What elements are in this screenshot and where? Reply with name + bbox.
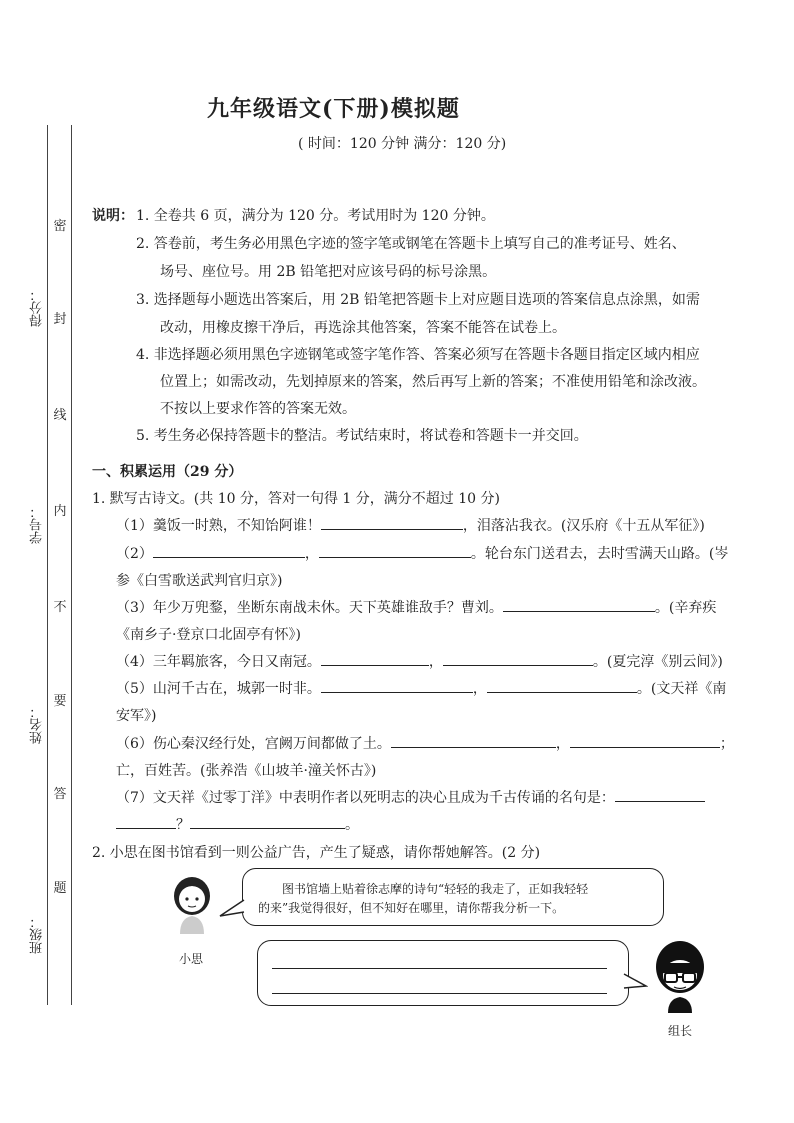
binding-line-right [71, 125, 72, 1005]
answer-speech-bubble [257, 940, 629, 1006]
answer-blank[interactable] [153, 543, 305, 558]
answer-blank[interactable] [319, 543, 471, 558]
question-1-stem: 1. 默写古诗文。(共 10 分，答对一句得 1 分，满分不超过 10 分) [92, 491, 500, 507]
question-1-item: （7）文天祥《过零丁洋》中表明作者以死明志的决心且成为千古传诵的名句是： [116, 787, 705, 807]
answer-blank[interactable] [570, 733, 720, 748]
boy-caption: 组长 [668, 1024, 693, 1038]
answer-line[interactable] [272, 993, 607, 994]
answer-blank[interactable] [321, 651, 429, 666]
question-1-item-cont: 安军》) [116, 708, 157, 724]
instruction-line: 1. 全卷共 6 页，满分为 120 分。考试用时为 120 分钟。 [136, 208, 495, 224]
answer-blank[interactable] [615, 787, 705, 802]
instruction-line: 位置上；如需改动，先划掉原来的答案，然后再写上新的答案；不准使用铅笔和涂改液。 [160, 374, 706, 390]
seal-char-da: 答 [52, 783, 68, 802]
seal-char-feng: 封 [52, 308, 68, 327]
question-2-stem: 2. 小思在图书馆看到一则公益广告，产生了疑惑，请你帮她解答。(2 分) [92, 845, 541, 861]
girl-bubble-line: 图书馆墙上贴着徐志摩的诗句“轻轻的我走了，正如我轻轻 [282, 882, 589, 896]
instruction-line: 4. 非选择题必须用黑色字迹钢笔或签字笔作答、答案必须写在答题卡各题目指定区域内相应 [136, 347, 700, 363]
instructions-heading: 说明： [92, 208, 134, 224]
seal-char-xian: 线 [52, 404, 68, 423]
class-label: 班级： [30, 915, 45, 954]
answer-blank[interactable] [321, 515, 463, 530]
instruction-line: 不按以上要求作答的答案无效。 [160, 401, 356, 417]
answer-bubble-tail [622, 972, 648, 992]
girl-bubble-line: 的来”我觉得很好，但不知好在哪里，请你帮我分析一下。 [258, 901, 565, 915]
question-1-item-cont: ？ 。 [116, 814, 359, 834]
answer-blank[interactable] [391, 733, 556, 748]
section-heading: 一、积累运用（29 分） [92, 464, 243, 480]
exam-subtitle: ( 时间：120 分钟 满分：120 分) [298, 136, 507, 152]
girl-bubble-tail [218, 898, 246, 920]
question-1-item-cont: 《南乡子·登京口北固亭有怀》) [116, 627, 301, 643]
answer-blank[interactable] [116, 814, 176, 829]
question-1-item-cont: 亡，百姓苦。(张养浩《山坡羊·潼关怀古》) [116, 763, 377, 779]
exam-title: 九年级语文(下册)模拟题 [207, 96, 460, 122]
question-1-item: （6）伤心秦汉经行处，宫阙万间都做了土。 ， ； [116, 733, 734, 753]
girl-figure-icon [168, 872, 216, 934]
instruction-line: 3. 选择题每小题选出答案后，用 2B 铅笔把答题卡上对应题目选项的答案信息点涂黑，如需 [136, 292, 700, 308]
answer-blank[interactable] [443, 651, 593, 666]
instruction-line: 5. 考生务必保持答题卡的整洁。考试结束时，将试卷和答题卡一并交回。 [136, 428, 588, 444]
name-label: 姓名： [30, 705, 45, 744]
seal-char-mi: 密 [52, 215, 68, 234]
seal-char-yao: 要 [52, 690, 68, 709]
score-label: 得分： [30, 288, 45, 327]
answer-blank[interactable] [503, 597, 655, 612]
answer-blank[interactable] [321, 678, 473, 693]
seal-char-ti: 题 [52, 877, 68, 896]
boy-figure-icon [650, 935, 710, 1013]
question-1-item-cont: 参《白雪歌送武判官归京》) [116, 573, 283, 589]
question-1-item: （4）三年羁旅客，今日又南冠。 ， 。(夏完淳《别云间》) [116, 651, 723, 671]
instruction-line: 改动，用橡皮擦干净后，再选涂其他答案，答案不能答在试卷上。 [160, 320, 566, 336]
instruction-line: 场号、座位号。用 2B 铅笔把对应该号码的标号涂黑。 [160, 264, 497, 280]
binding-line-left [47, 125, 48, 1005]
question-1-item: （1）羹饭一时熟，不知饴阿谁！ ，泪落沾我衣。(汉乐府《十五从军征》) [116, 515, 705, 535]
instruction-line: 2. 答卷前，考生务必用黑色字迹的签字笔或钢笔在答题卡上填写自己的准考证号、姓名、 [136, 236, 686, 252]
seal-char-bu: 不 [52, 596, 68, 615]
student-id-label: 学号： [30, 505, 45, 544]
seal-char-nei: 内 [52, 500, 68, 519]
answer-blank[interactable] [487, 678, 637, 693]
question-1-item: （5）山河千古在，城郭一时非。 ， 。(文天祥《南 [116, 678, 726, 698]
girl-caption: 小思 [179, 952, 204, 966]
question-1-item: （3）年少万兜鍪，坐断东南战未休。天下英雄谁敌手？曹刘。 。(辛弃疾 [116, 597, 716, 617]
answer-line[interactable] [272, 968, 607, 969]
answer-blank[interactable] [190, 814, 345, 829]
question-1-item: （2） ， 。轮台东门送君去，去时雪满天山路。(岑 [116, 543, 728, 563]
